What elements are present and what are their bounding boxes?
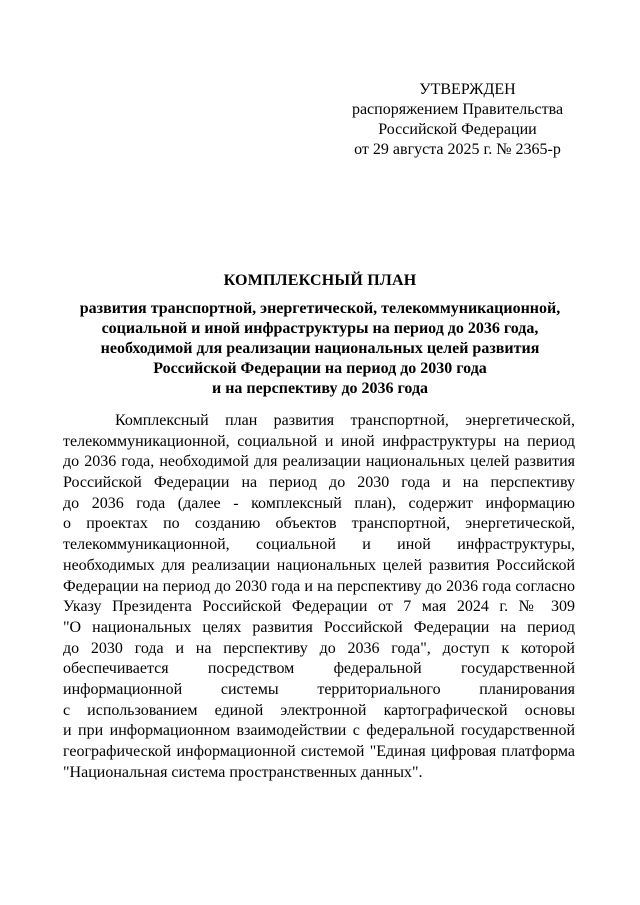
- approval-line: распоряжением Правительства: [351, 101, 564, 118]
- document-subtitle-line: развития транспортной, энергетической, телекоммуникационной,: [79, 300, 561, 317]
- body-line: с использованием единой электронной картографической основы: [63, 701, 575, 719]
- body-line: о проектах по созданию объектов транспортной, энергетической,: [63, 515, 575, 533]
- body-paragraph: [63, 411, 575, 783]
- approval-line: Российской Федерации: [378, 121, 537, 138]
- document-subtitle-line: необходимой для реализации национальных целей развития: [100, 340, 540, 357]
- body-line: Российской Федерации на период до 2030 года и на перспективу: [63, 474, 575, 492]
- body-line: Указу Президента Российской Федерации от 7 мая 2024 г. № 309: [63, 598, 575, 616]
- document-subtitle-line: социальной и иной инфраструктуры на период до 2036 года,: [101, 320, 539, 337]
- approval-date-number: от 29 августа 2025 г. № 2365-р: [354, 141, 561, 158]
- body-line: телекоммуникационной, социальной и иной инфраструктуры на период: [63, 432, 575, 450]
- body-line: информационной системы территориального планирования: [63, 680, 575, 698]
- body-line: до 2036 года, необходимой для реализации национальных целей развития: [63, 453, 575, 471]
- document-title-block: [60, 271, 580, 399]
- body-line: до 2036 года (далее - комплексный план), содержит информацию: [63, 494, 575, 512]
- body-line: до 2030 года и на перспективу до 2036 года", доступ к которой: [63, 639, 575, 657]
- approved-label: УТВЕРЖДЕН: [419, 81, 516, 98]
- document-subtitle-line: Российской Федерации на период до 2030 года: [153, 360, 487, 377]
- body-line: телекоммуникационной, социальной и иной инфраструктуры,: [63, 536, 575, 554]
- body-line: "О национальных целях развития Российской Федерации на период: [63, 618, 575, 636]
- approval-stamp: [340, 80, 575, 160]
- body-line: Федерации на период до 2030 года и на перспективу до 2036 года согласно: [63, 577, 575, 595]
- body-line: необходимых для реализации национальных целей развития Российской: [63, 556, 575, 574]
- body-line: обеспечивается посредством федеральной государственной: [63, 660, 575, 678]
- body-line: Комплексный план развития транспортной, энергетической,: [115, 412, 575, 429]
- document-subtitle-line: и на перспективу до 2036 года: [211, 380, 429, 397]
- body-line: географической информационной системой "Единая цифровая платформа: [63, 743, 575, 760]
- document-title: КОМПЛЕКСНЫЙ ПЛАН: [223, 272, 417, 289]
- body-line: и при информационном взаимодействии с федеральной государственной: [63, 722, 575, 740]
- body-line: "Национальная система пространственных данных".: [63, 763, 423, 781]
